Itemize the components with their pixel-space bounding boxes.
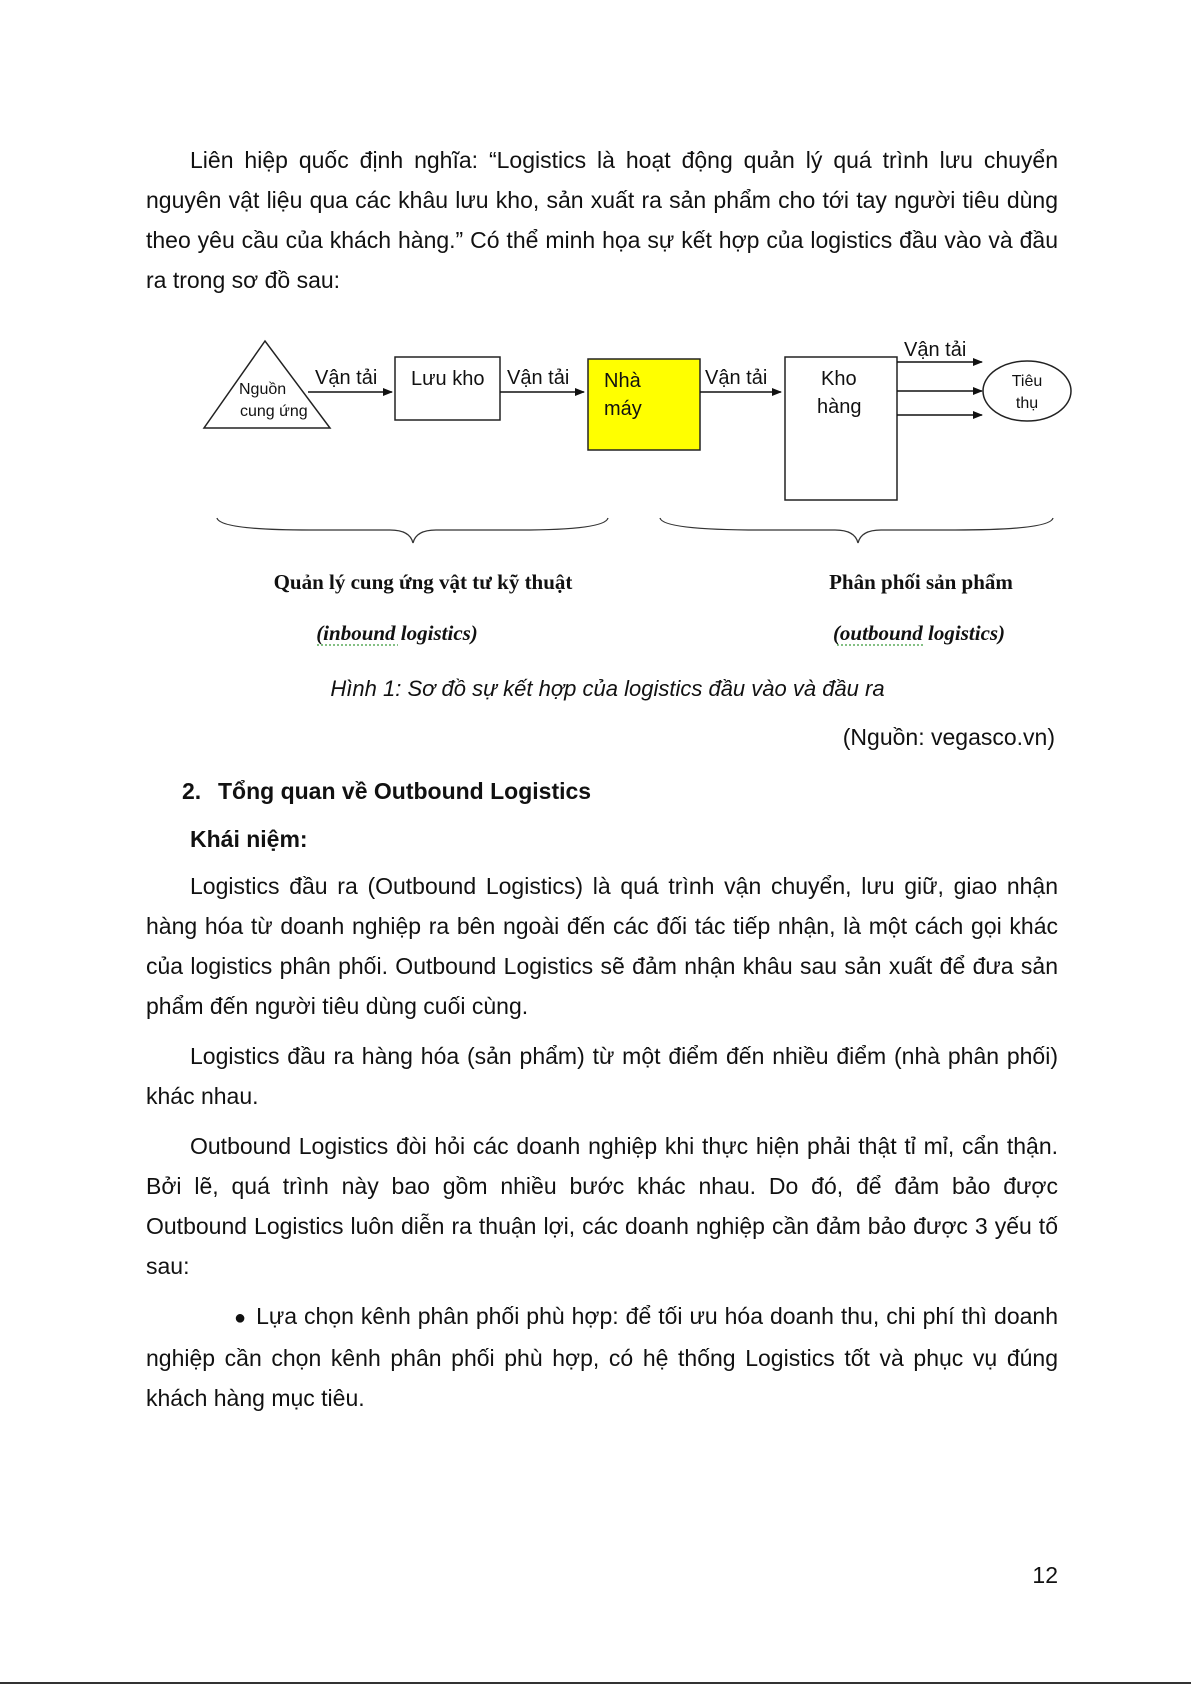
transport-label-1: Vận tải (315, 367, 378, 389)
source-label-1: Nguồn (239, 381, 287, 398)
factory-label-1: Nhà (604, 370, 641, 392)
section-heading (182, 778, 591, 805)
warehouse-label-1: Kho (821, 368, 857, 390)
source-label-2: cung ứng (240, 403, 308, 420)
storage-label: Lưu kho (411, 368, 485, 390)
warehouse-label-2: hàng (817, 396, 862, 418)
page-number: 12 (1032, 1562, 1058, 1588)
bottom-rule (0, 1682, 1191, 1684)
consumption-ellipse (983, 361, 1071, 421)
figure-caption: Hình 1: Sơ đồ sự kết hợp của logistics đầu vào và đầu ra (330, 676, 885, 701)
factory-label-2: máy (604, 398, 642, 420)
inbound-subtitle: (inbound logistics) (316, 621, 478, 645)
paragraph-1: Logistics đầu ra (Outbound Logistics) là quá trình vận chuyển, lưu giữ, giao nhận hàng hóa từ doanh nghiệp ra bên ngoài đến các đối tác tiếp nhận, là một cách gọi khác của logistics phân phối. Outbound Logistics sẽ đảm nhận khâu sau sản xuất để đưa sản phẩm đến người tiêu dùng cuối cùng. (146, 873, 1058, 1019)
paragraph-2: Logistics đầu ra hàng hóa (sản phẩm) từ một điểm đến nhiều điểm (nhà phân phối) khác nhau. (146, 1043, 1058, 1109)
figure-source: (Nguồn: vegasco.vn) (842, 724, 1055, 750)
bullet-text: Lựa chọn kênh phân phối phù hợp: để tối ưu hóa doanh thu, chi phí thì doanh nghiệp cần chọn kênh phân phối phù hợp, có hệ thống Logistics tốt và phục vụ đúng khách hàng mục tiêu. (146, 1303, 1058, 1411)
paragraph-3: Outbound Logistics đòi hỏi các doanh nghiệp khi thực hiện phải thật tỉ mỉ, cẩn thận. Bởi lẽ, quá trình này bao gồm nhiều bước khác nhau. Do đó, để đảm bảo được Outbound Logistics luôn diễn ra thuận lợi, các doanh nghiệp cần đảm bảo được 3 yếu tố sau: (146, 1133, 1058, 1279)
intro-paragraph: Liên hiệp quốc định nghĩa: “Logistics là hoạt động quản lý quá trình lưu chuyển nguyên vật liệu qua các khâu lưu kho, sản xuất ra sản phẩm cho tới tay người tiêu dùng theo yêu cầu của khách hàng.” Có thể minh họa sự kết hợp của logistics đầu vào và đầu ra trong sơ đồ sau: (146, 147, 1058, 293)
transport-label-4: Vận tải (904, 339, 967, 361)
inbound-title: Quản lý cung ứng vật tư kỹ thuật (273, 570, 573, 594)
bullet-item (146, 1296, 1058, 1418)
consume-label-1: Tiêu (1011, 373, 1043, 390)
section-number: 2. (182, 778, 202, 804)
transport-label-3: Vận tải (705, 367, 768, 389)
consume-label-2: thụ (1015, 395, 1039, 412)
bullet-icon: ● (234, 1307, 247, 1329)
section-title: Tổng quan về Outbound Logistics (218, 778, 592, 804)
logistics-diagram (0, 0, 1191, 670)
inbound-brace (217, 518, 608, 543)
subheading: Khái niệm: (190, 826, 308, 852)
outbound-subtitle: (outbound logistics) (832, 621, 1006, 645)
outbound-title: Phân phối sản phẩm (829, 570, 1013, 594)
transport-label-2: Vận tải (507, 367, 570, 389)
outbound-brace (660, 518, 1053, 543)
